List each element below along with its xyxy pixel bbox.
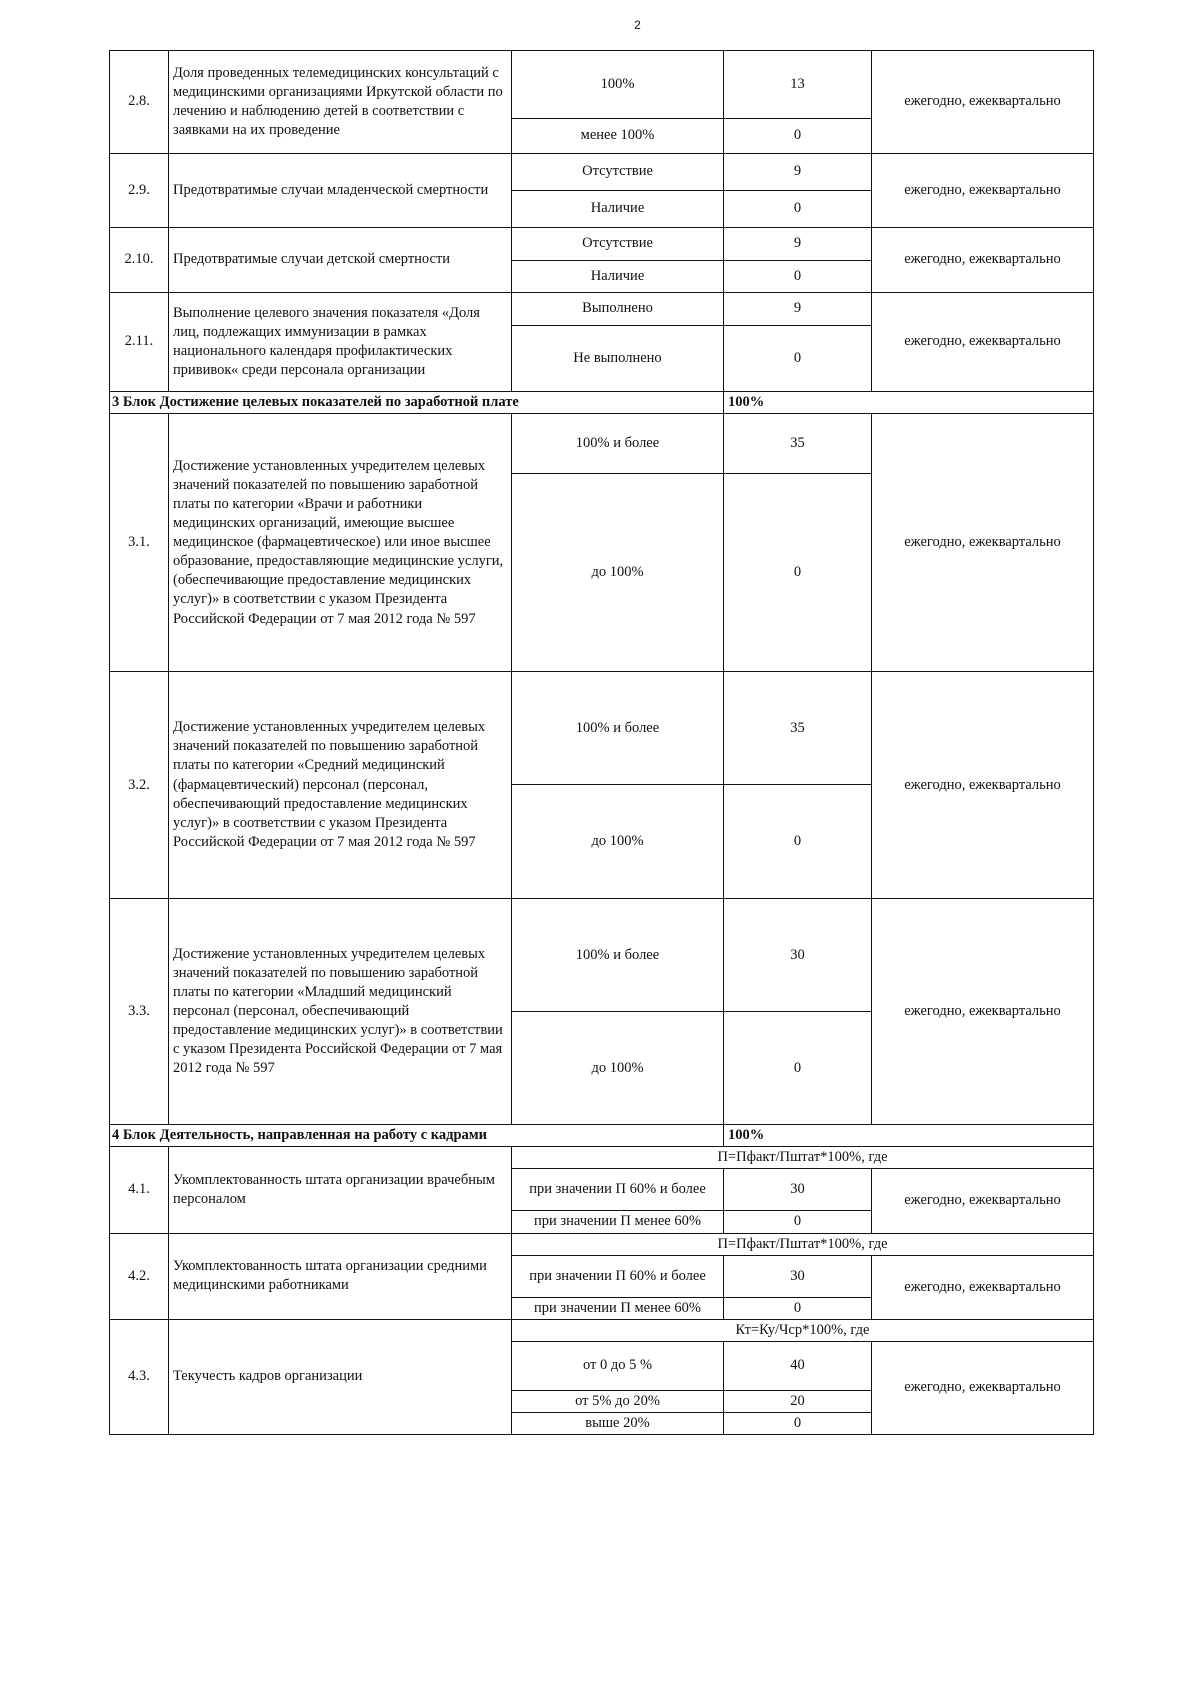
indicator-name: Предотвратимые случаи детской смертности: [169, 228, 512, 293]
block-header: [110, 392, 1094, 414]
criterion-points: 0: [724, 119, 872, 154]
table-row: [110, 293, 1094, 326]
row-number: 2.9.: [110, 154, 169, 228]
criterion-condition: при значении П менее 60%: [512, 1297, 724, 1319]
criterion-condition: Отсутствие: [512, 228, 724, 261]
criterion-points: 0: [724, 785, 872, 899]
criterion-condition: при значении П 60% и более: [512, 1169, 724, 1211]
criterion-points: 9: [724, 154, 872, 191]
indicator-name: Предотвратимые случаи младенческой смертности: [169, 154, 512, 228]
table-row: [110, 154, 1094, 191]
criterion-condition: выше 20%: [512, 1413, 724, 1435]
formula: П=Пфакт/Пштат*100%, где: [512, 1233, 1094, 1255]
criterion-condition: до 100%: [512, 474, 724, 672]
criterion-points: 0: [724, 1211, 872, 1233]
criterion-points: 35: [724, 672, 872, 785]
criterion-points: 20: [724, 1390, 872, 1412]
criterion-points: 0: [724, 474, 872, 672]
criterion-condition: Отсутствие: [512, 154, 724, 191]
indicators-table: [109, 50, 1094, 1435]
indicator-name: Укомплектованность штата организации средними медицинскими работниками: [169, 1233, 512, 1319]
table-row: [110, 414, 1094, 474]
criterion-points: 0: [724, 261, 872, 293]
table-row: [110, 1147, 1094, 1169]
indicator-name: Достижение установленных учредителем целевых значений показателей по повышению заработной платы по категории «Средний медицинский (фармацевтический) персонал (персонал, обеспечивающий предоставление медицинских услуг)» в соответствии с указом Президента Российской Федерации от 7 мая 2012 года № 597: [169, 672, 512, 899]
frequency: ежегодно, ежеквартально: [872, 899, 1094, 1125]
row-number: 3.3.: [110, 899, 169, 1125]
criterion-condition: при значении П 60% и более: [512, 1255, 724, 1297]
block-title: 3 Блок Достижение целевых показателей по заработной плате: [110, 392, 724, 414]
row-number: 2.8.: [110, 51, 169, 154]
criterion-condition: 100% и более: [512, 414, 724, 474]
frequency: ежегодно, ежеквартально: [872, 672, 1094, 899]
formula: Кт=Ку/Чср*100%, где: [512, 1319, 1094, 1341]
row-number: 4.2.: [110, 1233, 169, 1319]
table-row: [110, 228, 1094, 261]
row-number: 3.1.: [110, 414, 169, 672]
criterion-points: 9: [724, 228, 872, 261]
block-title: 4 Блок Деятельность, направленная на работу с кадрами: [110, 1125, 724, 1147]
page-number: 2: [634, 18, 641, 32]
criterion-points: 0: [724, 1297, 872, 1319]
row-number: 2.10.: [110, 228, 169, 293]
criterion-condition: Наличие: [512, 191, 724, 228]
criterion-condition: 100% и более: [512, 672, 724, 785]
criterion-points: 9: [724, 293, 872, 326]
table-row: [110, 51, 1094, 119]
criterion-condition: Наличие: [512, 261, 724, 293]
criterion-condition: до 100%: [512, 1012, 724, 1125]
frequency: ежегодно, ежеквартально: [872, 414, 1094, 672]
criterion-points: 13: [724, 51, 872, 119]
frequency: ежегодно, ежеквартально: [872, 51, 1094, 154]
criterion-points: 0: [724, 1413, 872, 1435]
criterion-condition: до 100%: [512, 785, 724, 899]
indicator-name: Укомплектованность штата организации врачебным персоналом: [169, 1147, 512, 1233]
row-number: 4.3.: [110, 1319, 169, 1434]
frequency: ежегодно, ежеквартально: [872, 1169, 1094, 1233]
indicator-name: Достижение установленных учредителем целевых значений показателей по повышению заработной платы по категории «Младший медицинский персонал (персонал, обеспечивающий предоставление медицинских услуг)» в соответствии с указом Президента Российской Федерации от 7 мая 2012 года № 597: [169, 899, 512, 1125]
criterion-points: 35: [724, 414, 872, 474]
criterion-points: 0: [724, 191, 872, 228]
criterion-condition: менее 100%: [512, 119, 724, 154]
row-number: 3.2.: [110, 672, 169, 899]
row-number: 4.1.: [110, 1147, 169, 1233]
criterion-points: 30: [724, 1255, 872, 1297]
criterion-points: 0: [724, 326, 872, 392]
criterion-condition: Не выполнено: [512, 326, 724, 392]
frequency: ежегодно, ежеквартально: [872, 154, 1094, 228]
formula: П=Пфакт/Пштат*100%, где: [512, 1147, 1094, 1169]
table-row: [110, 1319, 1094, 1341]
table-row: [110, 1233, 1094, 1255]
criterion-points: 30: [724, 899, 872, 1012]
frequency: ежегодно, ежеквартально: [872, 228, 1094, 293]
criterion-points: 40: [724, 1341, 872, 1390]
row-number: 2.11.: [110, 293, 169, 392]
block-header: [110, 1125, 1094, 1147]
frequency: ежегодно, ежеквартально: [872, 293, 1094, 392]
indicator-name: Доля проведенных телемедицинских консультаций с медицинскими организациями Иркутской области по лечению и наблюдению детей в соответствии с заявками на их проведение: [169, 51, 512, 154]
criterion-condition: 100%: [512, 51, 724, 119]
block-percent: 100%: [724, 392, 1094, 414]
frequency: ежегодно, ежеквартально: [872, 1255, 1094, 1319]
table-row: [110, 899, 1094, 1012]
criterion-condition: при значении П менее 60%: [512, 1211, 724, 1233]
frequency: ежегодно, ежеквартально: [872, 1341, 1094, 1434]
indicator-name: Выполнение целевого значения показателя «Доля лиц, подлежащих иммунизации в рамках национального календаря профилактических прививок« среди персонала организации: [169, 293, 512, 392]
indicator-name: Текучесть кадров организации: [169, 1319, 512, 1434]
criterion-condition: Выполнено: [512, 293, 724, 326]
indicator-name: Достижение установленных учредителем целевых значений показателей по повышению заработной платы по категории «Врачи и работники медицинских организаций, имеющие высшее медицинское (фармацевтическое) или иное высшее образование, предоставляющие медицинские услуги, (обеспечивающие предоставление медицинских услуг)» в соответствии с указом Президента Российской Федерации от 7 мая 2012 года № 597: [169, 414, 512, 672]
block-percent: 100%: [724, 1125, 1094, 1147]
criterion-condition: 100% и более: [512, 899, 724, 1012]
criterion-points: 0: [724, 1012, 872, 1125]
criterion-points: 30: [724, 1169, 872, 1211]
criterion-condition: от 0 до 5 %: [512, 1341, 724, 1390]
table-row: [110, 672, 1094, 785]
criterion-condition: от 5% до 20%: [512, 1390, 724, 1412]
